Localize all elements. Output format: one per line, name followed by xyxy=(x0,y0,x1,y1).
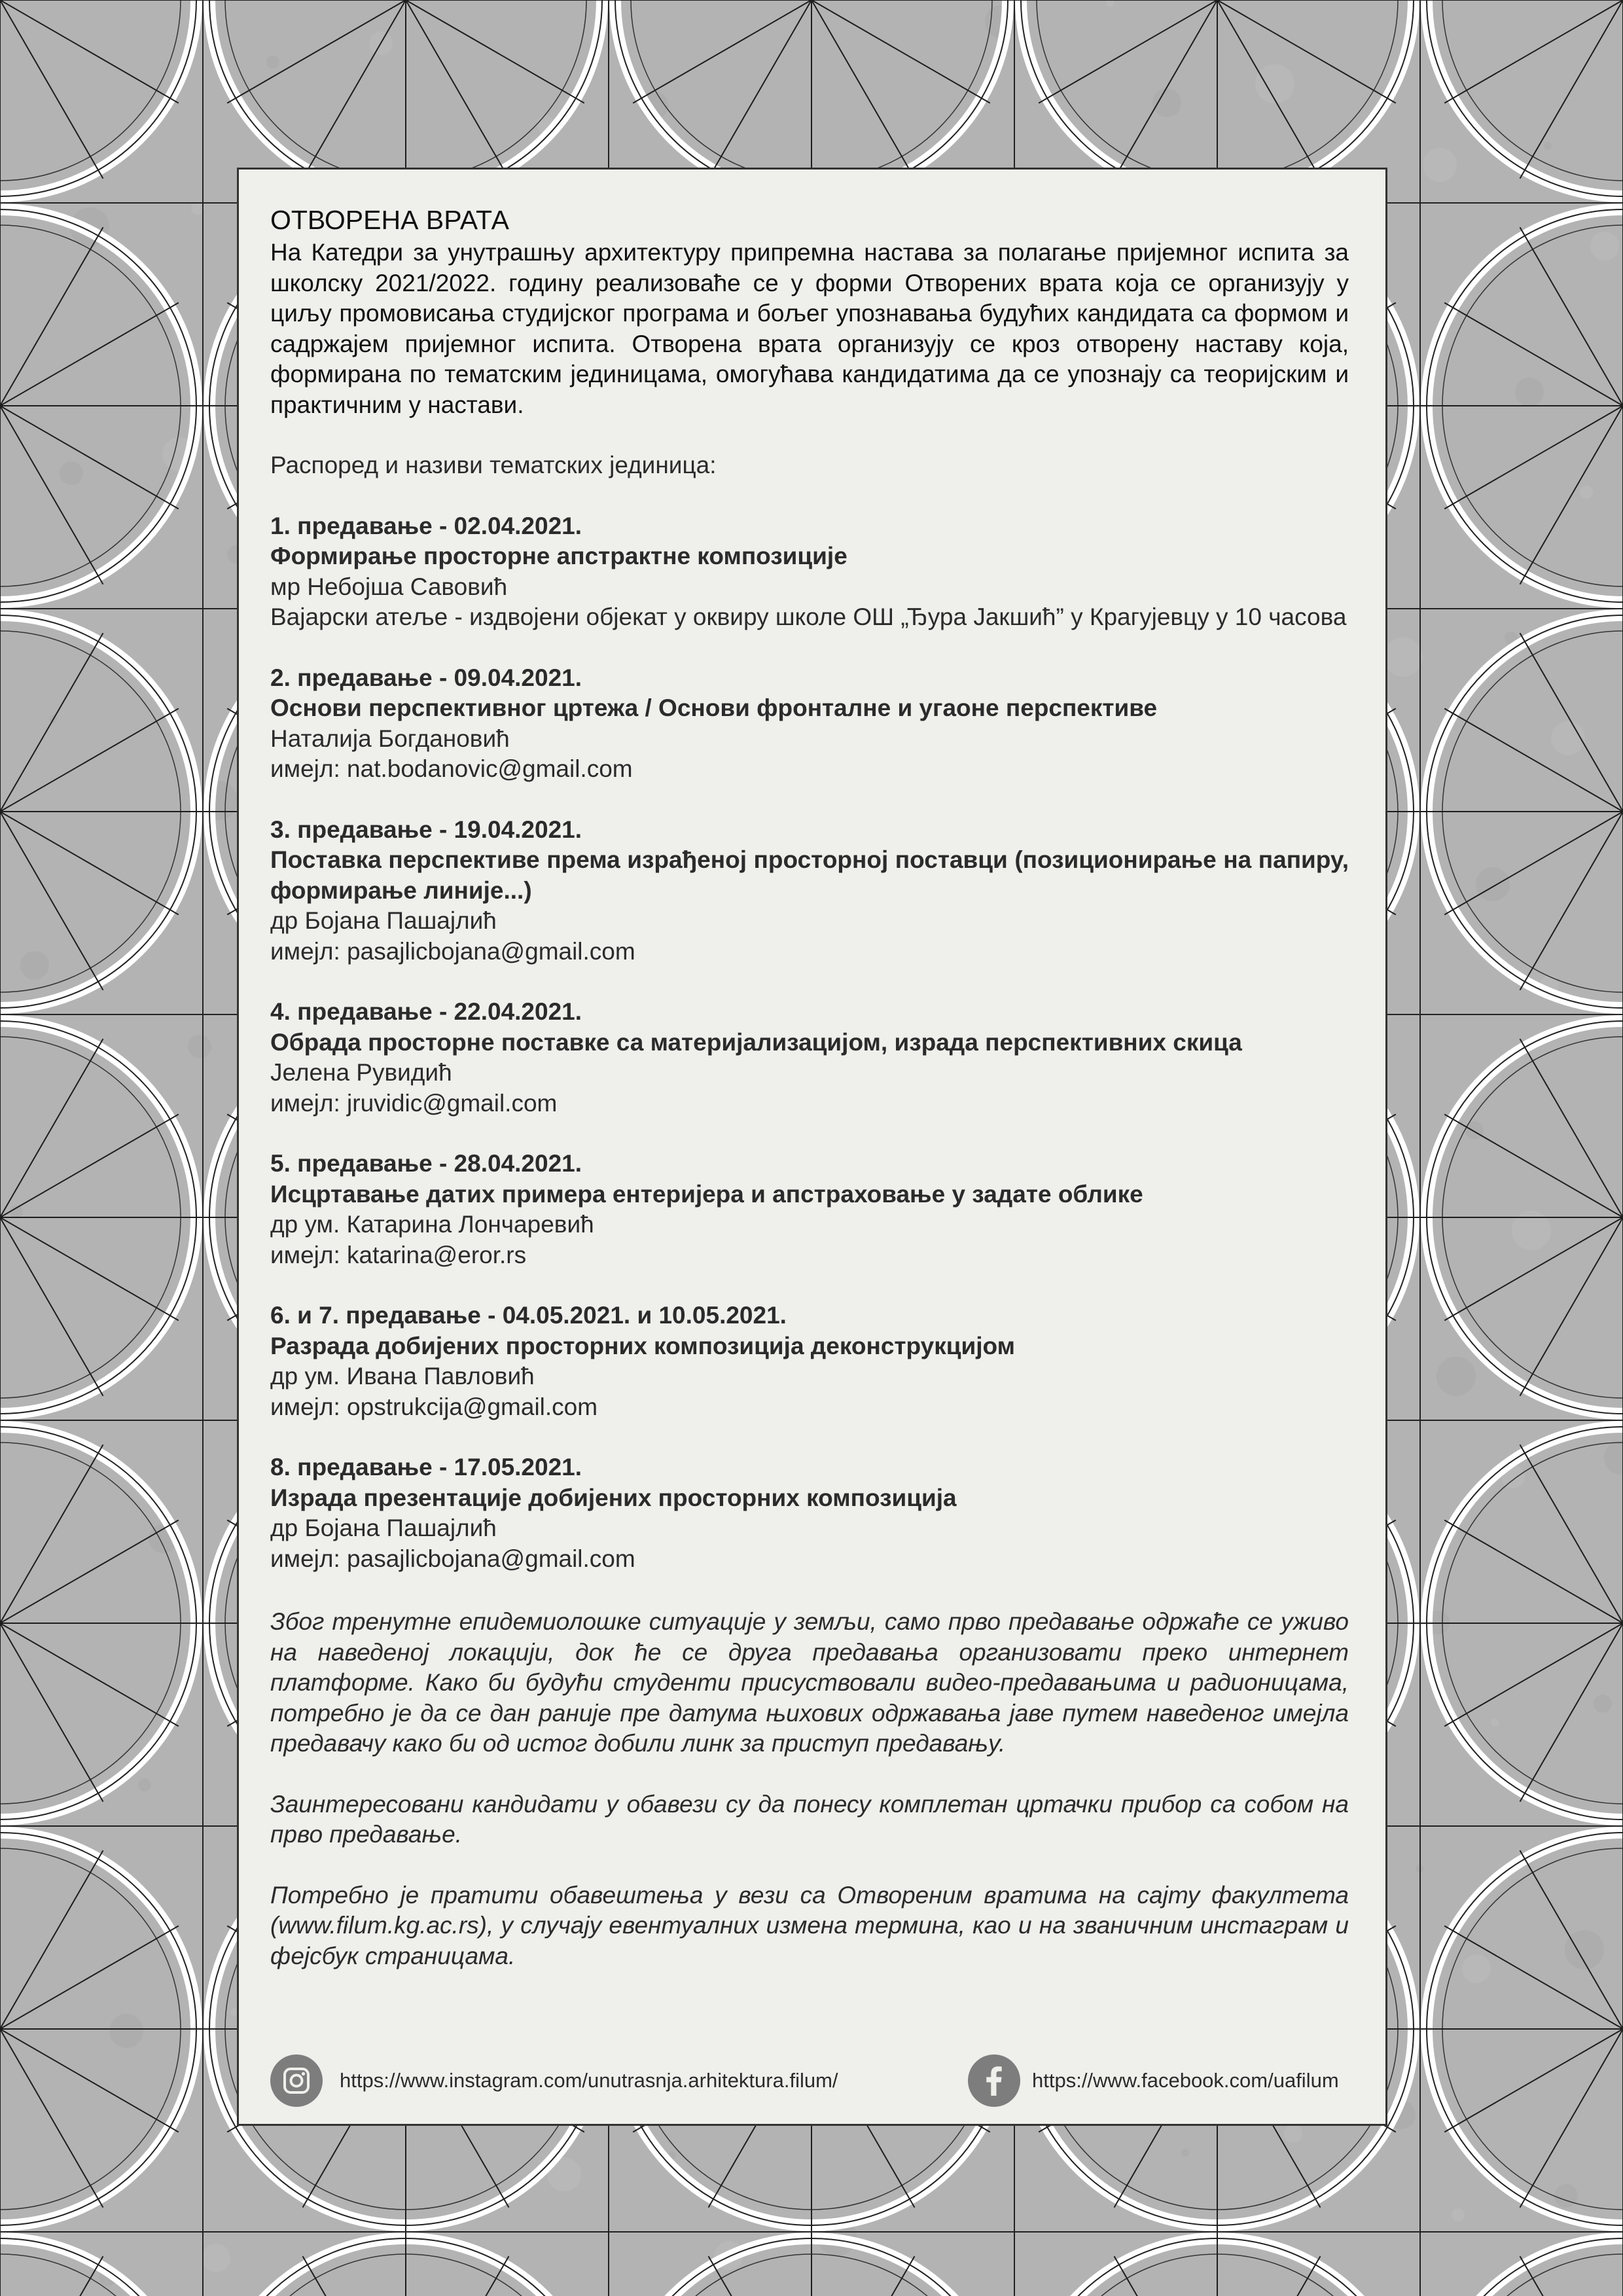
content-column xyxy=(270,202,1349,1971)
lecturer-name: Наталија Богдановић xyxy=(270,725,510,752)
lecture-5 xyxy=(270,1149,1349,1270)
social-links xyxy=(270,2054,1349,2107)
lecture-4 xyxy=(270,997,1349,1119)
page-title: ОТВОРЕНА ВРАТА xyxy=(270,205,509,235)
lecture-topic: Основи перспективног цртежа / Основи фронталне и угаоне перспективе xyxy=(270,694,1158,721)
schedule-intro: Распоред и називи тематских јединица: xyxy=(270,452,717,478)
note-epidemic: Због тренутне епидемиолошке ситуације у земљи, само прво предавање одржаће се уживо на наведеној локацији, док ће се друга предавања организовати преко интернет платформе. Како би будући студенти присуствовали видео-предавањима и радионицама, потребно је да се дан раније пре датума њихових одржавања јаве путем наведеног имејла предавачу како би од истог добили линк за приступ предавању. xyxy=(270,1608,1349,1757)
lecture-location: Вајарски атеље - издвојени објекат у оквиру школе ОШ „Ђура Јакшић” у Крагујевцу у 10 часова xyxy=(270,603,1347,630)
instagram-icon[interactable] xyxy=(270,2054,323,2107)
lecture-date: 4. предавање - 22.04.2021. xyxy=(270,998,582,1025)
content-panel xyxy=(237,168,1387,2126)
lecturer-email: имејл: opstrukcija@gmail.com xyxy=(270,1393,598,1420)
lecturer-name: Јелена Рувидић xyxy=(270,1059,452,1086)
lecture-topic: Поставка перспективе према израђеној просторној поставци (позиционирање на папиру, формирање линије...) xyxy=(270,846,1349,904)
lecturer-name: др Бојана Пашајлић xyxy=(270,1515,497,1541)
lecture-1 xyxy=(270,511,1349,633)
lecture-3 xyxy=(270,815,1349,967)
lecturer-name: др ум. Катарина Лончаревић xyxy=(270,1211,594,1238)
lecture-date: 6. и 7. предавање - 04.05.2021. и 10.05.2021. xyxy=(270,1302,787,1329)
lecture-topic: Обрада просторне поставке са материјализацијом, израда перспективних скица xyxy=(270,1028,1242,1056)
lecturer-email: имејл: katarina@eror.rs xyxy=(270,1241,527,1268)
lecturer-email: имејл: nat.bodanovic@gmail.com xyxy=(270,755,633,782)
lecture-topic: Исцртавање датих примера ентеријера и апстраховање у задате облике xyxy=(270,1180,1143,1208)
lecture-2 xyxy=(270,663,1349,785)
lecture-date: 1. предавање - 02.04.2021. xyxy=(270,512,582,539)
lecture-date: 8. предавање - 17.05.2021. xyxy=(270,1454,582,1480)
lecturer-name: мр Небојша Савовић xyxy=(270,573,508,600)
lecture-6-7 xyxy=(270,1300,1349,1422)
facebook-icon[interactable] xyxy=(968,2054,1020,2107)
intro-paragraph: На Катедри за унутрашњу архитектуру припремна настава за полагање пријемног испита за школску 2021/2022. годину реализоваће се у форми Отворених врата која се организују у циљу промовисања студијског програма и бољег упознавања будућих кандидата са формом и садржајем пријемног испита. Отворена врата организују се кроз отворену наставу која, формирана по тематским јединицама, омогућава кандидатима да се упознају са теоријским и практичним у настави. xyxy=(270,239,1349,418)
note-equipment: Заинтересовани кандидати у обавези су да понесу комплетан цртачки прибор са собом на прво предавање. xyxy=(270,1790,1349,1848)
facebook-link[interactable]: https://www.facebook.com/uafilum xyxy=(1032,2069,1339,2092)
lecture-date: 2. предавање - 09.04.2021. xyxy=(270,664,582,691)
lecture-date: 3. предавање - 19.04.2021. xyxy=(270,816,582,843)
lecturer-email: имејл: pasajlicbojana@gmail.com xyxy=(270,937,635,965)
lecturer-name: др Бојана Пашајлић xyxy=(270,907,497,934)
lecturer-email: имејл: jruvidic@gmail.com xyxy=(270,1089,558,1117)
lecturer-name: др ум. Ивана Павловић xyxy=(270,1363,535,1390)
lecture-8 xyxy=(270,1452,1349,1574)
lecture-date: 5. предавање - 28.04.2021. xyxy=(270,1150,582,1177)
lecture-topic: Израда презентације добијених просторних композиција xyxy=(270,1484,957,1511)
instagram-link[interactable]: https://www.instagram.com/unutrasnja.arhitektura.filum/ xyxy=(340,2069,838,2092)
lecturer-email: имејл: pasajlicbojana@gmail.com xyxy=(270,1545,635,1572)
lecture-topic: Формирање просторне апстрактне композиције xyxy=(270,543,847,569)
note-website: Потребно је пратити обавештења у вези са Отвореним вратима на сајту факултета (www.filum.kg.ac.rs), у случају евентуалних измена термина, као и на званичним инстаграм и фејсбук страницама. xyxy=(270,1881,1349,1969)
lecture-topic: Разрада добијених просторних композиција деконструкцијом xyxy=(270,1332,1016,1359)
